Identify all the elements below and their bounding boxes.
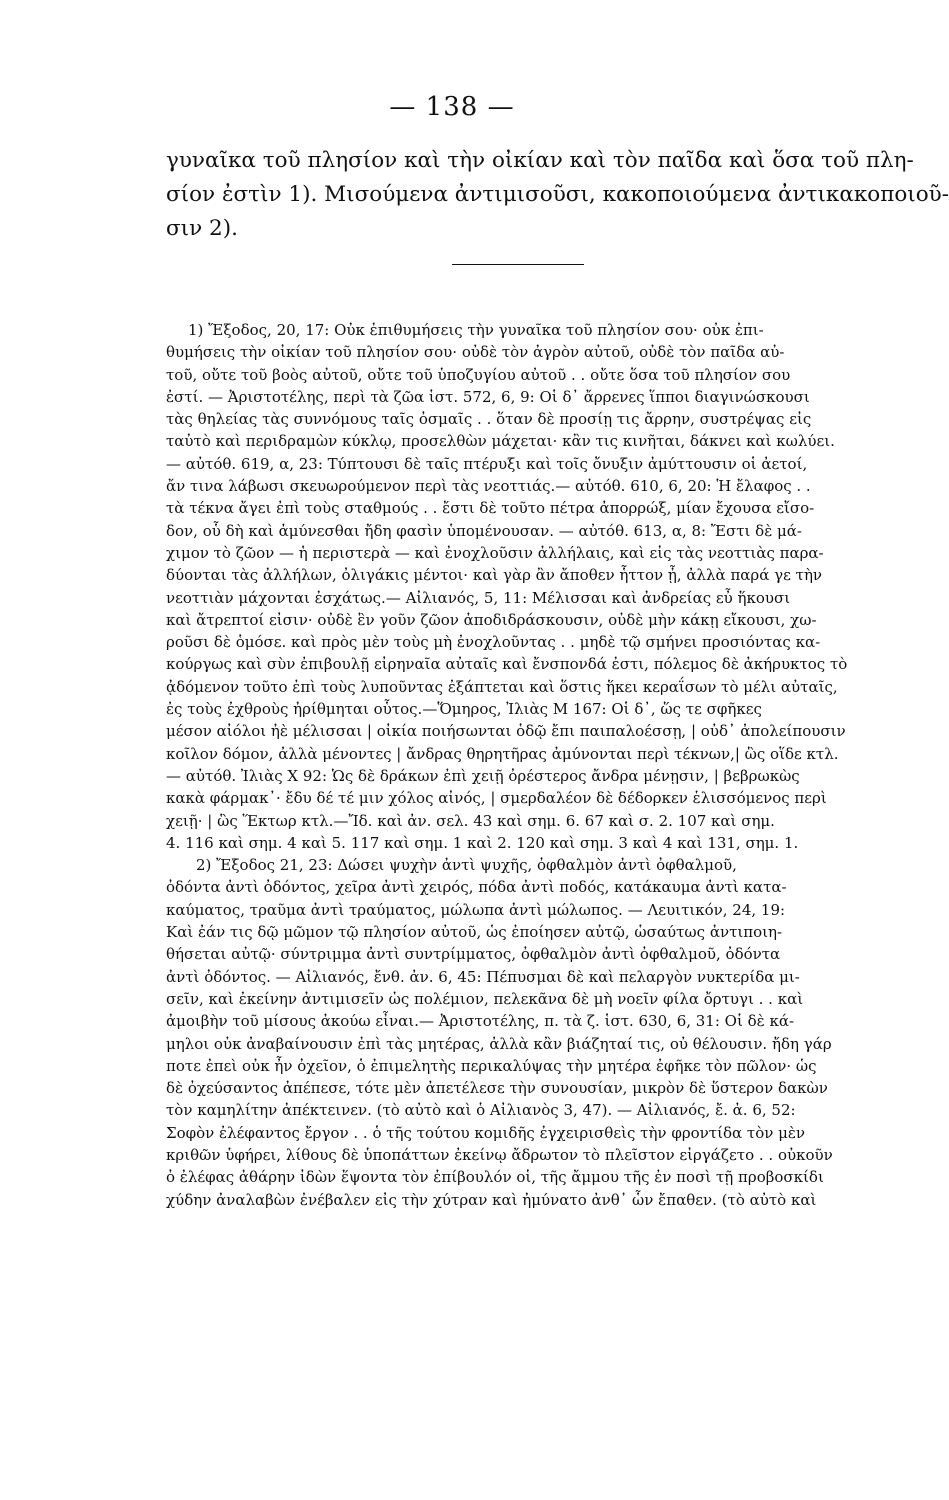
main-text-line: γυναῖκα τοῦ πλησίον καὶ τὴν οἰκίαν καὶ τὸν παῖδα καὶ ὅσα τοῦ πλη- (166, 148, 914, 173)
footnote-line: Καὶ ἐάν τις δῷ μῶμον τῷ πλησίον αὐτοῦ, ὡς ἐποίησεν αὐτῷ, ὡσαύτως ἀντιποιη- (166, 923, 783, 942)
footnote-line: 2) Ἔξοδος 21, 23: Δώσει ψυχὴν ἀντὶ ψυχῆς, ὀφθαλμὸν ἀντὶ ὀφθαλμοῦ, (196, 856, 737, 875)
footnote-line: θυμήσεις τὴν οἰκίαν τοῦ πλησίον σου· οὐδὲ τὸν ἀγρὸν αὐτοῦ, οὐδὲ τὸν παῖδα αὐ- (166, 343, 785, 362)
footnote-line: ᾀδόμενον τοῦτο ἐπὶ τοὺς λυποῦντας ἐξάπτεται καὶ ὅστις ἥκει κεραΐσων τὸ μέλι αὐταῖς, (166, 677, 838, 696)
footnote-line: κριθῶν ὑφήρει, λίθους δὲ ὑποπάττων ἐκείνῳ ἄδρωτον τὸ πλεῖστον εἰργάζετο . . οὐκοῦν (166, 1145, 833, 1164)
footnote-line: μέσον αἰόλοι ἠὲ μέλισσαι | οἰκία ποιήσωνται ὁδῷ ἔπι παιπαλοέσσῃ, | οὐδ᾽ ἀπολείπουσιν (166, 722, 846, 741)
footnote-line: ταὐτὸ καὶ περιδραμὼν κύκλῳ, προσελθὼν μάχεται· κἂν τις κινῆται, δάκνει καὶ κωλύει. (166, 432, 835, 451)
main-text (166, 144, 949, 246)
footnote-line: ὀδόντα ἀντὶ ὀδόντος, χεῖρα ἀντὶ χειρός, πόδα ἀντὶ ποδός, κατάκαυμα ἀντὶ κατα- (166, 878, 787, 897)
footnote-line: χύδην ἀναλαβὼν ἐνέβαλεν εἰς τὴν χύτραν καὶ ἠμύνατο ἀνθ᾽ ὧν ἔπαθεν. (τὸ αὐτὸ καὶ (166, 1190, 817, 1209)
main-text-line: σίον ἐστὶν 1). Μισούμενα ἀντιμισοῦσι, κακοποιούμενα ἀντικακοποιοῦ- (166, 182, 949, 207)
footnote-line: δὲ ὀχεύσαντος ἀπέπεσε, τότε μὲν ἀπετέλεσε τὴν συνουσίαν, μικρὸν δὲ ὕστερον δακὼν (166, 1079, 828, 1098)
footnote-line: νεοττιὰν μάχονται ἐσχάτως.— Αἰλιανός, 5, 11: Μέλισσαι καὶ ἀνδρείας εὖ ἥκουσι (166, 588, 791, 607)
footnote-line: Σοφὸν ἐλέφαντος ἔργον . . ὁ τῆς τούτου κομιδῆς ἐγχειρισθεὶς τὴν φροντίδα τὸν μὲν (166, 1123, 806, 1142)
footnote-line: ροῦσι δὲ ὁμόσε. καὶ πρὸς μὲν τοὺς μὴ ἐνοχλοῦντας . . μηδὲ τῷ σμήνει προσιόντας κα- (166, 633, 821, 652)
footnote-line: θήσεται αὐτῷ· σύντριμμα ἀντὶ συντρίμματος, ὀφθαλμὸν ἀντὶ ὀφθαλμοῦ, ὀδόντα (166, 945, 781, 964)
footnote-line: καὶ ἄτρεπτοί εἰσιν· οὐδὲ ἓν γοῦν ζῶον ἀποδιδράσκουσιν, οὐδὲ μὴν κάκῃ εἴκουσι, χω- (166, 610, 817, 629)
footnote-line: ἐστί. — Ἀριστοτέλης, περὶ τὰ ζῶα ἱστ. 572, 6, 9: Οἱ δ᾽ ἄρρενες ἵπποι διαγινώσκουσι (166, 387, 810, 406)
footnote-line: τὸν καμηλίτην ἀπέκτεινεν. (τὸ αὐτὸ καὶ ὁ Αἰλιανὸς 3, 47). — Αἰλιανός, ἔ. ἀ. 6, 52: (166, 1101, 796, 1120)
footnote-line: σεῖν, καὶ ἐκείνην ἀντιμισεῖν ὡς πολέμιον, πελεκᾶνα δὲ μὴ νοεῖν φίλα ὄρτυγι . . καὶ (166, 989, 804, 1008)
footnote-line: χειῇ· | ὣς Ἕκτωρ κτλ.—Ἴδ. καὶ ἀν. σελ. 43 καὶ σημ. 6. 67 καὶ σ. 2. 107 καὶ σημ. (166, 811, 775, 830)
footnote-line: 1) Ἔξοδος, 20, 17: Οὐκ ἐπιθυμήσεις τὴν γυναῖκα τοῦ πλησίον σου· οὐκ ἐπι- (188, 321, 764, 339)
footnote-line: τοῦ, οὔτε τοῦ βοὸς αὐτοῦ, οὔτε τοῦ ὑποζυγίου αὐτοῦ . . οὔτε ὅσα τοῦ πλησίον σου (166, 365, 791, 384)
footnote-line: χιμον τὸ ζῶον — ἡ περιστερὰ — καὶ ἐνοχλοῦσιν ἀλλήλαις, καὶ εἰς τὰς νεοττιὰς παρα- (166, 543, 824, 562)
footnote-line: ποτε ἐπεὶ οὐκ ἦν ὀχεῖον, ὁ ἐπιμελητὴς περικαλύψας τὴν μητέρα ἐφῆκε τὸν πῶλον· ὡς (166, 1056, 817, 1075)
main-text-line: σιν 2). (166, 216, 238, 241)
footnote-line: 4. 116 καὶ σημ. 4 καὶ 5. 117 καὶ σημ. 1 καὶ 2. 120 καὶ σημ. 3 καὶ 4 καὶ 131, σημ. 1. (166, 833, 799, 852)
footnote-line: μηλοι οὐκ ἀναβαίνουσιν ἐπὶ τὰς μητέρας, ἀλλὰ κἂν βιάζηταί τις, οὐ θέλουσιν. ἤδη γάρ (166, 1034, 832, 1053)
footnote-line: — αὐτόθ. Ἰλιὰς Χ 92: Ὡς δὲ δράκων ἐπὶ χειῇ ὀρέστερος ἄνδρα μένῃσιν, | βεβρωκὼς (166, 766, 800, 785)
footnote-line: κοῖλον δόμον, ἀλλὰ μένοντες | ἄνδρας θηρητῆρας ἀμύνονται περὶ τέκνων,| ὣς οἵδε κτλ. (166, 744, 839, 763)
footnote-line: ὁ ἐλέφας ἀθάρην ἰδὼν ἕψοντα τὸν ἐπίβουλόν οἱ, τῆς ἄμμου τῆς ἐν ποσὶ τῇ προβοσκίδι (166, 1168, 824, 1187)
footnote-line: ἀντὶ ὀδόντος. — Αἰλιανός, ἔνθ. ἀν. 6, 45: Πέπυσμαι δὲ καὶ πελαργὸν νυκτερίδα μι- (166, 967, 800, 986)
footnote-line: δύονται τὰς ἀλλήλων, ὀλιγάκις μέντοι· καὶ γὰρ ἂν ἄποθεν ἧττον ᾖ, ἀλλὰ παρά γε τὴν (166, 566, 823, 585)
footnotes (166, 319, 872, 1211)
footnote-line: — αὐτόθ. 619, α, 23: Τύπτουσι δὲ ταῖς πτέρυξι καὶ τοῖς ὄνυξιν ἀμύττουσιν οἱ ἀετοί, (166, 454, 808, 473)
footnote-line: κούργως καὶ σὺν ἐπιβουλῇ εἰρηναῖα αὐταῖς καὶ ἔνσπονδά ἐστι, πόλεμος δὲ ἀκήρυκτος τὸ (166, 655, 848, 674)
footnote-line: ἐς τοὺς ἐχθροὺς ἠρίθμηται οὗτος.—Ὅμηρος, Ἰλιὰς Μ 167: Οἱ δ᾽, ὥς τε σφῆκες (166, 700, 762, 719)
footnote-line: καύματος, τραῦμα ἀντὶ τραύματος, μώλωπα ἀντὶ μώλωπος. — Λευιτικόν, 24, 19: (166, 900, 786, 919)
footnote-line: κακὰ φάρμακ᾽· ἔδυ δέ τέ μιν χόλος αἰνός, | σμερδαλέον δὲ δέδορκεν ἑλισσόμενος περὶ (166, 789, 827, 808)
footnote-separator (452, 264, 584, 265)
footnote-line: ἀμοιβὴν τοῦ μίσους ἀκούω εἶναι.— Ἀριστοτέλης, π. τὰ ζ. ἱστ. 630, 6, 31: Οἱ δὲ κά- (166, 1012, 795, 1031)
footnote-line: δον, οὗ δὴ καὶ ἀμύνεσθαι ἤδη φασὶν ὑπομένουσαν. — αὐτόθ. 613, α, 8: Ἔστι δὲ μά- (166, 521, 802, 540)
footnote-line: ἄν τινα λάβωσι σκευωρούμενον περὶ τὰς νεοττιάς.— αὐτόθ. 610, 6, 20: Ἡ ἔλαφος . . (166, 477, 811, 496)
footnote-line: τὰς θηλείας τὰς συννόμους ταῖς ὀσμαῖς . . ὅταν δὲ προσίῃ τις ἄρρην, συστρέψας εἰς (166, 410, 812, 429)
footnote-line: τὰ τέκνα ἄγει ἐπὶ τοὺς σταθμούς . . ἔστι δὲ τοῦτο πέτρα ἀπορρώξ, μίαν ἔχουσα εἴσο- (166, 499, 815, 518)
page-number: — 138 — (389, 92, 515, 122)
